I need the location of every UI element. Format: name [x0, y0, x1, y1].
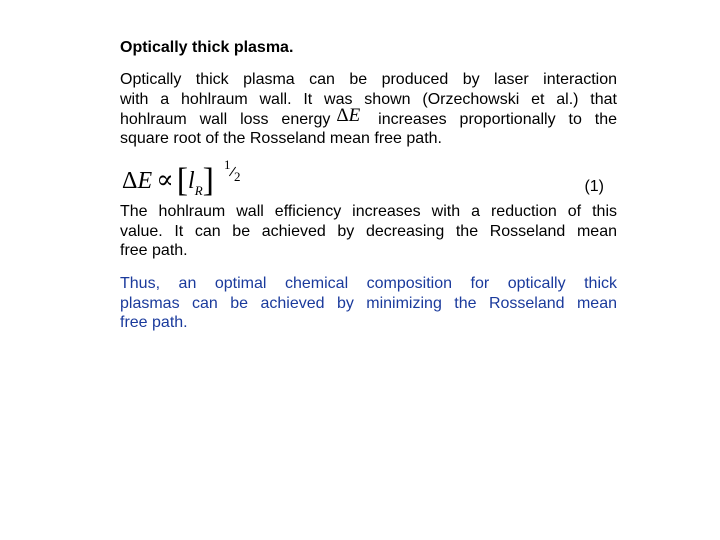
- efficiency-paragraph: [120, 202, 617, 261]
- eq-r-subscript: R: [194, 183, 203, 198]
- exponent-denominator: 2: [234, 169, 241, 184]
- conclusion-line-1: Thus, an optimal chemical composition for optically thick: [120, 275, 617, 292]
- equation-1: [120, 158, 620, 198]
- exponent-numerator: 1: [224, 157, 231, 172]
- efficiency-line-1: The hohlraum wall efficiency increases with a reduction of this: [120, 203, 617, 220]
- eq-l-variable: l: [188, 168, 195, 194]
- conclusion-line-2: plasmas can be achieved by minimizing the Rosseland mean: [120, 294, 617, 312]
- inline-delta-e: [330, 106, 378, 126]
- inline-delta-symbol: Δ: [336, 105, 349, 126]
- conclusion-paragraph: [120, 274, 617, 333]
- inline-e-variable: E: [348, 105, 361, 126]
- intro-line-3-after: increases proportionally to the: [378, 111, 617, 128]
- conclusion-line-3: free path.: [120, 314, 188, 331]
- efficiency-line-2: value. It can be achieved by decreasing the Rosseland mean: [120, 222, 617, 240]
- efficiency-line-3: free path.: [120, 242, 188, 259]
- slide-title: Optically thick plasma.: [120, 39, 294, 56]
- eq-delta-symbol: Δ: [122, 168, 138, 194]
- intro-line-1: Optically thick plasma can be produced by laser interaction: [120, 71, 617, 88]
- intro-line-2: with a hohlraum wall. It was shown (Orzechowski et al.) that: [120, 90, 617, 108]
- proportional-symbol: ∝: [156, 165, 174, 194]
- equation-formula: [122, 164, 214, 198]
- equation-number: (1): [584, 178, 604, 195]
- eq-close-bracket: ]: [202, 162, 214, 199]
- intro-line-3: [120, 105, 617, 129]
- eq-e-variable: E: [137, 168, 153, 194]
- intro-paragraph: [120, 70, 617, 148]
- intro-line-3-before: hohlraum wall loss energy: [120, 111, 331, 128]
- eq-open-bracket: [: [176, 162, 189, 199]
- equation-exponent: [224, 158, 244, 184]
- intro-line-4: square root of the Rosseland mean free path.: [120, 129, 442, 147]
